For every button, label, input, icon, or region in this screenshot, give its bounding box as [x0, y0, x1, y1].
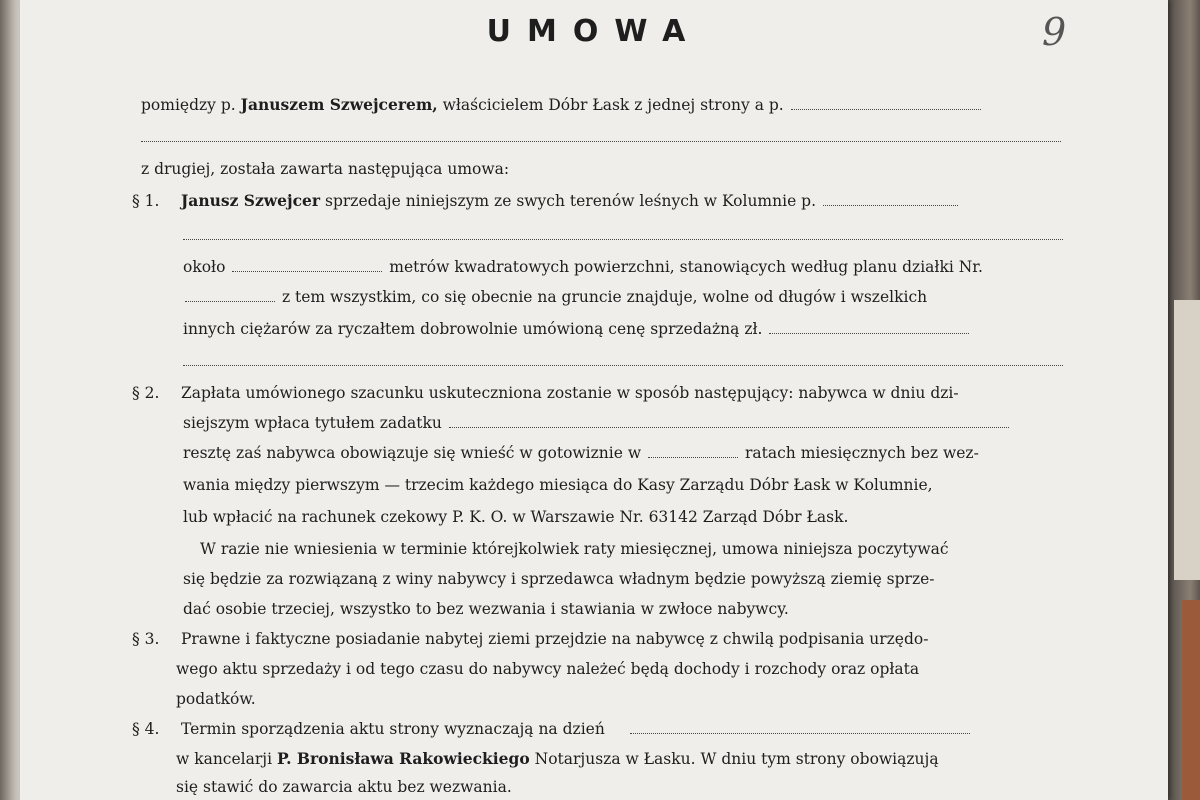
- section-1-number: § 1.: [132, 192, 160, 210]
- page-left-edge: [0, 0, 22, 800]
- document-page: [20, 0, 1168, 800]
- section-2-text: siejszym wpłaca tytułem zadatku: [183, 414, 442, 432]
- section-2-text: Zapłata umówionego szacunku uskuteczniona zostanie w sposób następujący: nabywca w dniu dzi-: [180, 384, 959, 402]
- price-blank-line[interactable]: [183, 364, 1063, 366]
- document-title: UMOWA: [486, 14, 702, 49]
- section-2-line-6: W razie nie wniesienia w terminie którejkolwiek raty miesięcznej, umowa niniejsza poczytywać: [200, 540, 949, 558]
- section-1-line-4: [183, 318, 971, 340]
- section-1-text: z tem wszystkim, co się obecnie na gruncie znajduje, wolne od długów i wszelkich: [281, 288, 928, 306]
- section-2-line-7: się będzie za rozwiązaną z winy nabywcy i sprzedawca władnym będzie powyższą ziemię sprze-: [183, 570, 935, 588]
- section-1-text: metrów kwadratowych powierzchni, stanowiących według planu działki Nr.: [389, 258, 983, 276]
- section-3-number: § 3.: [132, 630, 160, 648]
- seller-name: Janusz Szwejcer: [180, 191, 321, 210]
- section-3-line-3: podatków.: [176, 690, 256, 708]
- background-edge: [1168, 0, 1200, 800]
- price-blank[interactable]: [769, 319, 969, 334]
- section-2-line-1: [132, 382, 959, 404]
- section-2-number: § 2.: [132, 384, 160, 402]
- section-2-line-8: dać osobie trzeciej, wszystko to bez wezwania i stawiania w zwłoce nabywcy.: [183, 600, 789, 618]
- section-2-text: resztę zaś nabywca obowiązuje się wnieść w gotowiznie w: [183, 444, 642, 462]
- section-1-line-2: [183, 256, 983, 278]
- section-1-text: innych ciężarów za ryczałtem dobrowolnie umówioną cenę sprzedażną zł.: [183, 320, 763, 338]
- seller-name: Januszem Szwejcerem,: [240, 95, 438, 114]
- location-blank-line[interactable]: [183, 238, 1063, 240]
- buyer-name-blank-line[interactable]: [141, 140, 1061, 142]
- background-paper: [1174, 300, 1200, 580]
- section-3-text: Prawne i faktyczne posiadanie nabytej ziemi przejdzie na nabywcę z chwilą podpisania urzędo-: [180, 630, 929, 648]
- date-blank[interactable]: [630, 719, 970, 734]
- section-2-line-5: lub wpłacić na rachunek czekowy P. K. O. w Warszawie Nr. 63142 Zarząd Dóbr Łask.: [183, 508, 849, 526]
- section-1-text: około: [183, 258, 226, 276]
- section-4-text: w kancelarji: [176, 750, 273, 768]
- area-blank[interactable]: [232, 257, 382, 272]
- section-3-line-2: wego aktu sprzedaży i od tego czasu do nabywcy należeć będą dochody i rozchody oraz opłata: [176, 660, 920, 678]
- section-4-text: Termin sporządzenia aktu strony wyznaczają na dzień: [180, 720, 605, 738]
- intro-text: właścicielem Dóbr Łask z jednej strony a p.: [442, 96, 784, 114]
- section-3-line-1: [132, 628, 928, 650]
- location-blank[interactable]: [823, 191, 958, 206]
- installments-blank[interactable]: [648, 443, 738, 458]
- section-1-line-1: [132, 190, 960, 212]
- section-2-line-4: wania między pierwszym — trzecim każdego miesiąca do Kasy Zarządu Dóbr Łask w Kolumnie,: [183, 476, 933, 494]
- section-2-line-2: [183, 412, 1011, 434]
- section-4-line-3: się stawić do zawarcia aktu bez wezwania.: [176, 778, 512, 796]
- section-2-text: ratach miesięcznych bez wez-: [744, 444, 979, 462]
- deposit-blank[interactable]: [449, 413, 1009, 428]
- intro-line-1: [141, 94, 983, 116]
- section-1-line-3: [183, 286, 927, 308]
- section-4-text: Notarjusza w Łasku. W dniu tym strony obowiązują: [534, 750, 939, 768]
- section-4-line-2: [176, 748, 939, 770]
- plot-number-blank[interactable]: [185, 287, 275, 302]
- intro-line-2: z drugiej, została zawarta następująca umowa:: [141, 160, 510, 178]
- buyer-name-blank[interactable]: [791, 95, 981, 110]
- section-1-text: sprzedaje niniejszym ze swych terenów leśnych w Kolumnie p.: [325, 192, 817, 210]
- notary-name: P. Bronisława Rakowieckiego: [276, 749, 530, 768]
- intro-text: pomiędzy p.: [141, 96, 236, 114]
- section-4-line-1: [132, 718, 972, 740]
- handwritten-page-number: 9: [1042, 10, 1067, 54]
- background-folder: [1182, 600, 1200, 800]
- section-2-line-3: [183, 442, 979, 464]
- section-4-number: § 4.: [132, 720, 160, 738]
